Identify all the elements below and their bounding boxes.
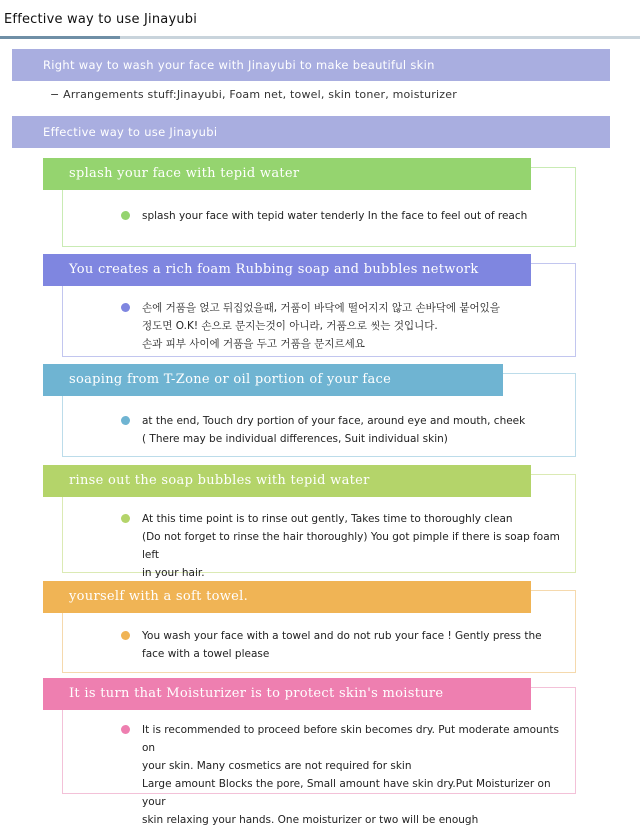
step-4-line: At this time point is to rinse out gently, Takes time to thoroughly clean <box>142 513 513 525</box>
step-4-bullet-icon <box>121 514 130 523</box>
step-1-bullet-icon <box>121 211 130 220</box>
step-2-text <box>142 299 562 353</box>
step-3-line: ( There may be individual differences, Suit individual skin) <box>142 433 448 445</box>
step-2-line: 손과 피부 사이에 거품을 두고 거품을 문지르세요 <box>142 338 365 350</box>
page-title: Effective way to use Jinayubi <box>4 12 198 27</box>
step-4-text <box>142 510 562 582</box>
intro-band: Right way to wash your face with Jinayubi to make beautiful skin <box>12 49 610 81</box>
step-1-text <box>142 207 562 225</box>
step-6-bullet-icon <box>121 725 130 734</box>
step-5-line: You wash your face with a towel and do not rub your face ! Gently press the <box>142 630 542 642</box>
step-4-line: in your hair. <box>142 567 205 579</box>
step-2-title: You creates a rich foam Rubbing soap and bubbles network <box>43 254 531 286</box>
step-6-title: It is turn that Moisturizer is to protect skin's moisture <box>43 678 531 710</box>
step-6-line: your skin. Many cosmetics are not required for skin <box>142 760 412 772</box>
step-3-bullet-icon <box>121 416 130 425</box>
step-6-text <box>142 721 562 829</box>
step-3-text <box>142 412 562 448</box>
section-band: Effective way to use Jinayubi <box>12 116 610 148</box>
step-6-line: Large amount Blocks the pore, Small amount have skin dry.Put Moisturizer on your <box>142 778 551 808</box>
step-5-bullet-icon <box>121 631 130 640</box>
arrangements-text: − Arrangements stuff:Jinayubi, Foam net, towel, skin toner, moisturizer <box>50 88 457 101</box>
step-1-title: splash your face with tepid water <box>43 158 531 190</box>
title-divider-accent <box>0 36 120 39</box>
step-2-line: 손에 거품을 얹고 뒤집었을때, 거품이 바닥에 떨어지지 않고 손바닥에 붙어있을 <box>142 302 500 314</box>
step-5-title: yourself with a soft towel. <box>43 581 531 613</box>
step-1-line: splash your face with tepid water tenderly In the face to feel out of reach <box>142 210 528 222</box>
step-3-line: at the end, Touch dry portion of your face, around eye and mouth, cheek <box>142 415 526 427</box>
step-4-line: (Do not forget to rinse the hair thoroughly) You got pimple if there is soap foam left <box>142 531 560 561</box>
step-2-bullet-icon <box>121 303 130 312</box>
step-5-line: face with a towel please <box>142 648 270 660</box>
step-6-line: skin relaxing your hands. One moisturizer or two will be enough <box>142 814 479 826</box>
step-3-title: soaping from T-Zone or oil portion of your face <box>43 364 503 396</box>
step-5-text <box>142 627 562 663</box>
step-4-title: rinse out the soap bubbles with tepid water <box>43 465 531 497</box>
step-6-line: It is recommended to proceed before skin becomes dry. Put moderate amounts on <box>142 724 559 754</box>
step-2-line: 정도면 O.K! 손으로 문지는것이 아니라, 거품으로 씻는 것입니다. <box>142 320 438 332</box>
